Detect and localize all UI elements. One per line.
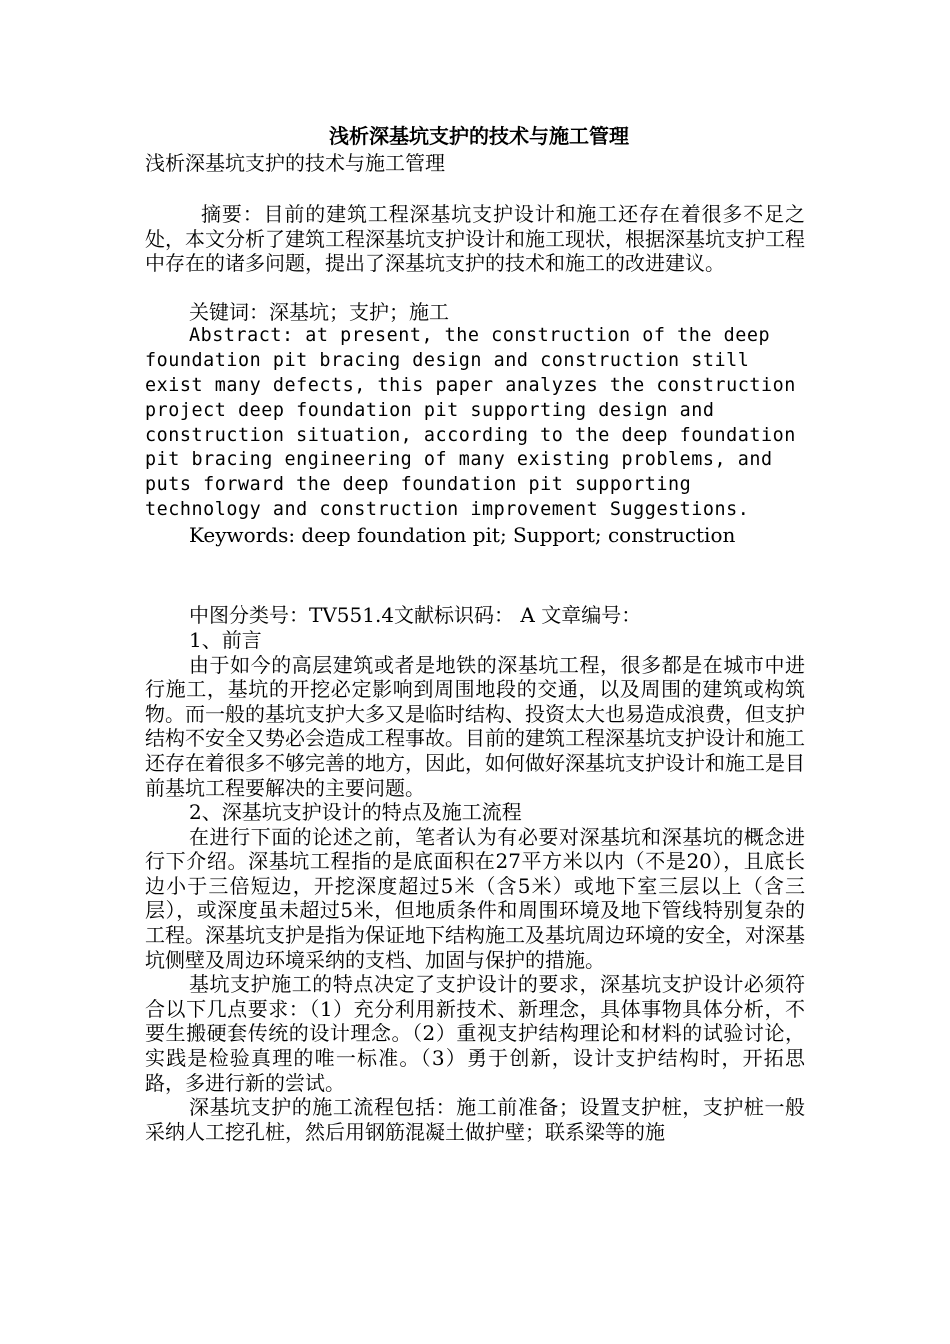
section-1-paragraph-1: 由于如今的高层建筑或者是地铁的深基坑工程，很多都是在城市中进行施工，基坑的开挖必定影响到周围地段的交通，以及周围的建筑或构筑物。而一般的基坑支护大多又是临时结构、投资太大也易造成浪费，但支护结构不安全又势必会造成工程事故。目前的建筑工程深基坑支护设计和施工还存在着很多不够完善的地方，因此，如何做好深基坑支护设计和施工是目前基坑工程要解决的主要问题。 (145, 652, 805, 800)
classification-line: 中图分类号：TV551.4文献标识码： A 文章编号： (189, 603, 642, 628)
section-2-paragraph-2: 基坑支护施工的特点决定了支护设计的要求，深基坑支护设计必须符合以下几点要求：（1）充分利用新技术、新理念，具体事物具体分析，不要生搬硬套传统的设计理念。（2）重视支护结构理论和材料的试验讨论，实践是检验真理的唯一标准。（3）勇于创新，设计支护结构时，开拓思路，多进行新的尝试。 (145, 972, 805, 1095)
document-title: 浅析深基坑支护的技术与施工管理 (329, 124, 629, 148)
abstract-english: Abstract: at present, the construction of the deep foundation pit bracing design and construction still exist many defects, this paper analyzes the construction project deep foundation pit supporting design and construction situation, according to the deep foundation pit bracing engineering of many existing problems, and puts forward the deep foundation pit supporting technology and construction improvement Suggestions. (145, 325, 796, 520)
section-2-paragraph-3: 深基坑支护的施工流程包括：施工前准备；设置支护桩，支护桩一般采纳人工挖孔桩，然后用钢筋混凝土做护壁；联系梁等的施 (145, 1095, 805, 1144)
document-subtitle: 浅析深基坑支护的技术与施工管理 (145, 151, 445, 175)
section-2-heading: 2、深基坑支护设计的特点及施工流程 (189, 800, 522, 825)
keywords-chinese: 关键词：深基坑；支护；施工 (189, 299, 449, 324)
section-2-paragraph-1: 在进行下面的论述之前，笔者认为有必要对深基坑和深基坑的概念进行下介绍。深基坑工程指的是底面积在27平方米以内（不是20），且底长边小于三倍短边，开挖深度超过5米（含5米）或地下室三层以上（含三层），或深度虽未超过5米，但地质条件和周围环境及地下管线特别复杂的工程。深基坑支护是指为保证地下结构施工及基坑周边环境的安全，对深基坑侧壁及周边环境采纳的支档、加固与保护的措施。 (145, 824, 805, 972)
section-1-heading: 1、前言 (189, 627, 262, 652)
abstract-chinese: 摘要：目前的建筑工程深基坑支护设计和施工还存在着很多不足之处，本文分析了建筑工程深基坑支护设计和施工现状，根据深基坑支护工程中存在的诸多问题，提出了深基坑支护的技术和施工的改进建议。 (145, 202, 805, 276)
document-body (145, 122, 805, 1144)
keywords-english: Keywords: deep foundation pit; Support; construction (189, 522, 736, 547)
